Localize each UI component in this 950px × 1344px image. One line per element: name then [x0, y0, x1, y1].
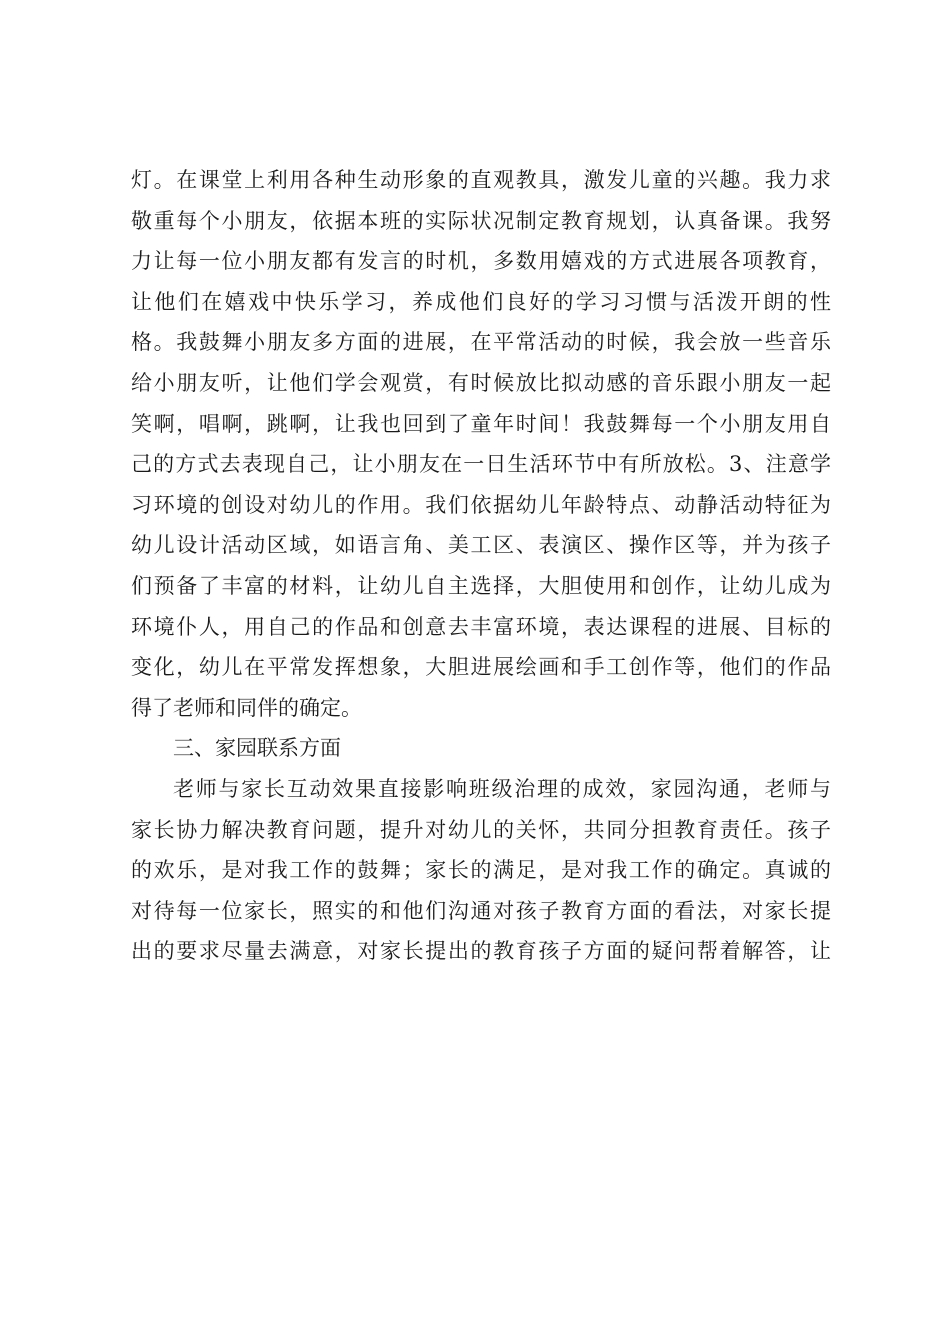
- paragraph-line: 对待每一位家长，照实的和他们沟通对孩子教育方面的看法，对家长提: [131, 898, 831, 923]
- paragraph-line: 笑啊，唱啊，跳啊，让我也回到了童年时间！我鼓舞每一个小朋友用自: [131, 411, 831, 436]
- paragraph-line: 环境仆人，用自己的作品和创意去丰富环境，表达课程的进展、目标的: [131, 614, 831, 639]
- paragraph-line: 力让每一位小朋友都有发言的时机，多数用嬉戏的方式进展各项教育，: [131, 249, 831, 274]
- paragraph-line: 的欢乐，是对我工作的鼓舞；家长的满足，是对我工作的确定。真诚的: [131, 858, 831, 883]
- document-body: [131, 160, 831, 972]
- paragraph-line: 习环境的创设对幼儿的作用。我们依据幼儿年龄特点、动静活动特征为: [131, 492, 831, 517]
- paragraph-line: 变化，幼儿在平常发挥想象，大胆进展绘画和手工创作等，他们的作品: [131, 655, 831, 680]
- paragraph-line: 们预备了丰富的材料，让幼儿自主选择，大胆使用和创作，让幼儿成为: [131, 573, 831, 598]
- paragraph-line: 格。我鼓舞小朋友多方面的进展，在平常活动的时候，我会放一些音乐: [131, 330, 831, 355]
- paragraph-line: 老师与家长互动效果直接影响班级治理的成效，家园沟通，老师与: [173, 776, 831, 801]
- paragraph-line: 得了老师和同伴的确定。: [131, 695, 362, 720]
- paragraph-line: 出的要求尽量去满意，对家长提出的教育孩子方面的疑问帮着解答，让: [131, 939, 831, 964]
- paragraph-line: 给小朋友听，让他们学会观赏，有时候放比拟动感的音乐跟小朋友一起: [131, 370, 831, 395]
- section-heading: 三、家园联系方面: [173, 736, 341, 761]
- paragraph-line: 让他们在嬉戏中快乐学习，养成他们良好的学习习惯与活泼开朗的性: [131, 289, 831, 314]
- paragraph-line: 幼儿设计活动区域，如语言角、美工区、表演区、操作区等，并为孩子: [131, 533, 831, 558]
- paragraph-line: 己的方式去表现自己，让小朋友在一日生活环节中有所放松。3、注意学: [131, 452, 831, 477]
- paragraph-line: 敬重每个小朋友，依据本班的实际状况制定教育规划，认真备课。我努: [131, 208, 831, 233]
- paragraph-line: 灯。在课堂上利用各种生动形象的直观教具，激发儿童的兴趣。我力求: [131, 168, 831, 192]
- paragraph-line: 家长协力解决教育问题，提升对幼儿的关怀，共同分担教育责任。孩子: [131, 817, 831, 842]
